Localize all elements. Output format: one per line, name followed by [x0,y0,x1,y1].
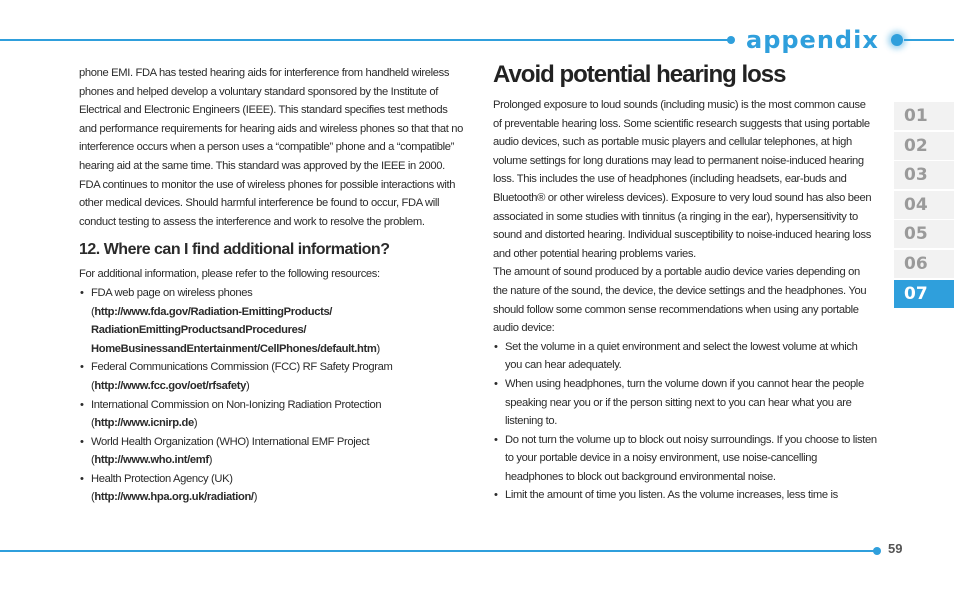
chapter-tab-04[interactable]: 04 [894,191,954,219]
page-number: 59 [888,541,903,556]
resource-link[interactable]: http://www.fda.gov/Radiation-EmittingProducts/ RadiationEmittingProductsandProcedures/ HomeBusinessandEntertainment/CellPhones/default.htm [91,305,377,355]
resource-label: International Commission on Non-Ionizing Radiation Protection [91,398,382,411]
section-heading: 12. Where can I find additional information? [79,241,390,259]
resource-label: World Health Organization (WHO) International EMF Project [91,435,370,448]
list-item: • FDA web page on wireless phones (http://www.fda.gov/Radiation-EmittingProducts/ RadiationEmittingProductsandProcedures/ HomeBusinessandEntertainment/CellPhones/default.htm) [79,284,463,358]
resource-label: FDA web page on wireless phones [91,286,253,299]
header-glow-dot-icon [891,34,903,46]
list-item: • Set the volume in a quiet environment and select the lowest volume at which you can hear adequately. [493,338,877,375]
header-dot-icon [727,36,735,44]
footer-rule [0,550,874,552]
section-intro: For additional information, please refer to the following resources: [79,268,380,281]
list-item: • International Commission on Non-Ionizing Radiation Protection (http://www.icnirp.de) [79,396,463,433]
resource-list [79,284,463,507]
resource-link[interactable]: http://www.fcc.gov/oet/rfsafety [94,379,246,392]
resource-link[interactable]: http://www.icnirp.de [94,417,194,430]
chapter-tab-03[interactable]: 03 [894,161,954,189]
page-title: Avoid potential hearing loss [493,61,786,88]
list-item: • When using headphones, turn the volume down if you cannot hear the people speaking near you or if the person sitting next to you can hear what you are listening to. [493,375,877,431]
header-rule-right [904,39,954,41]
list-item: • World Health Organization (WHO) International EMF Project (http://www.who.int/emf) [79,433,463,470]
chapter-tab-02[interactable]: 02 [894,132,954,160]
list-item: • Health Protection Agency (UK) (http://www.hpa.org.uk/radiation/) [79,470,463,507]
resource-link[interactable]: http://www.hpa.org.uk/radiation/ [94,491,254,504]
list-item: • Federal Communications Commission (FCC) RF Safety Program (http://www.fcc.gov/oet/rfsafety) [79,358,463,395]
list-item: • Do not turn the volume up to block out noisy surroundings. If you choose to listen to your portable device in a noisy environment, use noise-cancelling headphones to block out background environmental noise. [493,431,877,487]
recommendation-list [493,338,877,505]
left-column [79,64,463,507]
resource-label: Federal Communications Commission (FCC) RF Safety Program [91,361,393,374]
chapter-tabs [894,102,954,309]
chapter-tab-01[interactable]: 01 [894,102,954,130]
section-title: appendix [746,26,879,54]
chapter-tab-05[interactable]: 05 [894,220,954,248]
resource-label: Health Protection Agency (UK) [91,472,233,485]
footer-dot-icon [873,547,881,555]
resource-link[interactable]: http://www.who.int/emf [94,454,209,467]
intro-paragraph: phone EMI. FDA has tested hearing aids for interference from handheld wireless phones and helped develop a voluntary standard sponsored by the Institute of Electrical and Electronic Engineers (IEEE). This standard specifies test methods and performance requirements for hearing aids and wireless phones so that that no interference occurs when a person uses a “compatible” phone and a “compatible” hearing aid at the same time. This standard was approved by the IEEE in 2000. FDA continues to monitor the use of wireless phones for possible interactions with other medical devices. Should harmful interference be found to occur, FDA will conduct testing to assess the interference and work to resolve the problem. [79,67,463,228]
header-rule-left [0,39,728,41]
right-column [493,96,877,505]
chapter-tab-06[interactable]: 06 [894,250,954,278]
body-paragraph: The amount of sound produced by a portable audio device varies depending on the nature of the sound, the device, the device settings and the headphones. You should follow some common sense recommendations when using any portable audio device: [493,266,867,335]
body-paragraph: Prolonged exposure to loud sounds (including music) is the most common cause of preventable hearing loss. Some scientific research suggests that using portable audio devices, such as portable music players and cellular telephones, at high volume settings for long durations may lead to permanent noise-induced hearing loss. This includes the use of headphones (including headsets, ear-buds and Bluetooth® or other wireless devices). Exposure to very loud sound has also been associated in some studies with tinnitus (a ringing in the ear), hypersensitivity to sound and distorted hearing. Individual susceptibility to noise-induced hearing loss and other potential hearing problems varies. [493,99,872,260]
chapter-tab-07[interactable]: 07 [894,280,954,308]
list-item: • Limit the amount of time you listen. As the volume increases, less time is [493,486,877,505]
